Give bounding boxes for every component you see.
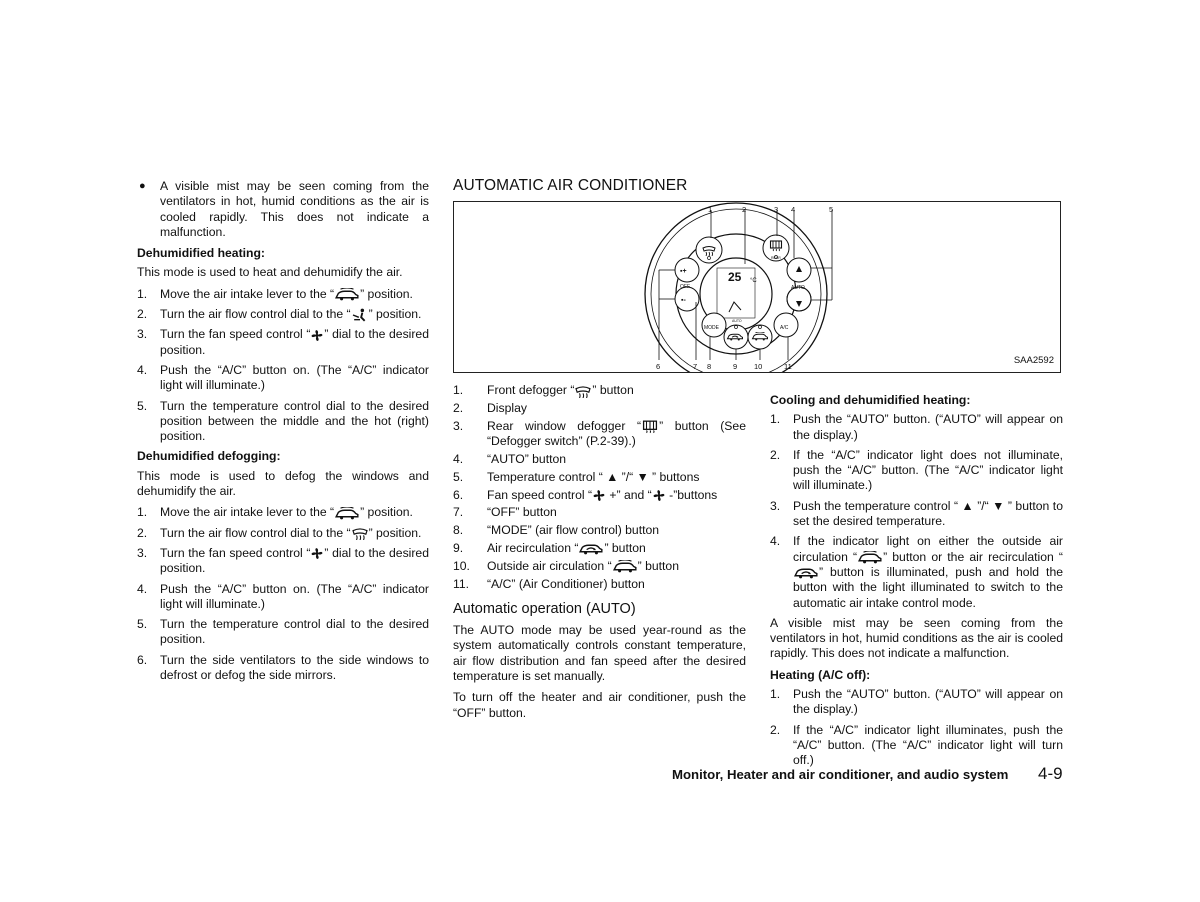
fan-icon [310,329,324,342]
list-item: 5. Turn the temperature control dial to the desired position. [137,617,429,647]
control-panel-diagram [454,202,1060,372]
left-column [137,179,429,688]
list-item: 11. “A/C” (Air Conditioner) button [453,576,645,591]
callout-2: 2 [742,205,747,215]
list-item: 1. Move the air intake lever to the “ ” position. [137,505,413,520]
list-item: 5. Turn the temperature control dial to the desired position between the middle and the hot (right) position. [137,398,429,444]
outside-air-icon [857,551,883,564]
outside-air-icon [612,560,638,573]
list-item: 3. Push the temperature control “ ▲ ”/“ ▼ ” button to set the desired temperature. [770,498,1063,529]
recirculation-icon [578,542,604,555]
display-unit: °C [750,278,757,285]
list-item: 1. Push the “AUTO” button. (“AUTO” will appear on the display.) [770,412,1063,442]
page-footer: Monitor, Heater and air conditioner, and audio system [672,767,1009,782]
list-item: 2. Display [453,401,527,416]
list-item: 2. If the “A/C” indicator light does not illuminate, push the “A/C” button. (The “A/C” indicator light will illuminate.) [770,447,1063,493]
rear-defrost-icon [641,420,659,434]
list-item: 4. Push the “A/C” button on. (The “A/C” indicator light will illuminate.) [137,362,429,393]
defrost-icon [351,526,369,540]
triangle-up-icon: ▲ [602,469,622,484]
mode-button[interactable]: MODE [704,325,719,332]
recirculation-icon [793,566,819,579]
list-item: 3. Turn the fan speed control “ ” dial to the desired position. [137,545,429,576]
list-item: 3. Turn the fan speed control “ ” dial to the desired position. [137,327,429,357]
mist-bullet [137,179,429,240]
rear-button-label: REAR [771,256,781,261]
fan-icon [652,489,666,502]
bullet-dot: ● [139,180,146,192]
list-item: 9. Air recirculation “ ” button [453,540,646,555]
list-item: 7. “OFF” button [453,505,557,520]
list-item: 4. If the indicator light on either the outside air circulation “ ” button or the air recirculation “” button is illuminated, push and hold the button with the light illuminated to switch to the automatic air intake control mode. [770,534,1063,610]
callout-10: 10 [754,362,763,372]
dehum-heating-heading: Dehumidified heating: [137,246,265,261]
list-item: 1. Front defogger “ ” button [453,383,634,398]
dehum-defog-heading: Dehumidified defogging: [137,449,281,464]
list-item: 4. Push the “A/C” button on. (The “A/C” indicator light will illuminate.) [137,581,429,611]
triangle-down-icon: ▼ [633,469,653,484]
mist-note: A visible mist may be seen coming from the ventilators in hot, humid conditions as the air is cooled rapidly. This does not indicate a malfunction. [770,615,1063,661]
auto-button[interactable]: AUTO [791,285,805,292]
callout-6: 6 [656,362,661,372]
fan-icon [310,547,324,560]
cooling-heading: Cooling and dehumidified heating: [770,393,971,407]
list-item: 1. Push the “AUTO” button. (“AUTO” will appear on the display.) [770,687,1063,717]
list-item: 1. Move the air intake lever to the “ ” position. [137,286,413,301]
list-item: 2. Turn the air flow control dial to the “ ” position. [137,525,422,540]
callout-7: 7 [693,362,698,372]
list-item: 10. Outside air circulation “ ” button [453,558,679,573]
display-auto: AUTO [732,319,742,324]
heating-heading: Heating (A/C off): [770,667,871,682]
dehum-heating-intro: This mode is used to heat and dehumidify the air. [137,265,403,280]
section-title: AUTOMATIC AIR CONDITIONER [453,177,688,194]
list-item: 8. “MODE” (air flow control) button [453,523,660,538]
mist-bullet-text: A visible mist may be seen coming from the ventilators in hot, humid conditions as the air is cooled rapidly. This does not indicate a malfunction. [160,179,429,239]
front-defrost-icon [574,384,592,398]
control-panel-figure [453,201,1061,373]
list-item: 3. Rear window defogger “ ” button (See “Defogger switch” (P.2-39).) [453,418,746,449]
list-item: 4. “AUTO” button [453,451,567,466]
legend [453,383,746,721]
figure-label: SAA2592 [1013,355,1054,366]
list-item: 2. If the “A/C” indicator light illuminates, push the “A/C” button. (The “A/C” indicator light will turn off.) [770,722,1063,768]
page-number: 4-9 [1038,764,1063,783]
callout-4: 4 [791,205,796,215]
list-item: 6. Fan speed control “ +” and “ -”buttons [453,487,718,502]
floor-airflow-icon [351,308,369,322]
list-item: 2. Turn the air flow control dial to the “ ” position. [137,307,422,322]
callout-1: 1 [708,205,713,215]
outside-air-icon [334,288,360,301]
auto-op-title: Automatic operation (AUTO) [453,600,636,617]
right-column [770,389,1063,774]
off-button[interactable]: OFF [680,284,690,291]
outside-air-icon [334,507,360,520]
list-item: 5. Temperature control “ ▲ ”/“ ▼ ” buttons [453,469,700,484]
list-item: 6. Turn the side ventilators to the side windows to defrost or defog the side mirrors. [137,652,429,683]
callout-8: 8 [707,362,712,372]
callout-11: 11 [784,362,792,372]
fan-up-button[interactable]: ▪+ [680,268,687,276]
callout-9: 9 [733,362,738,372]
callout-3: 3 [774,205,779,215]
ac-button[interactable]: A/C [780,325,789,332]
auto-op-paragraph: The AUTO mode may be used year-round as the system automatically controls constant temperature, air flow distribution and fan speed after the desired temperature is set manually. [453,623,746,684]
callout-5: 5 [829,205,834,215]
display-temp: 25 [728,270,742,285]
triangle-down-icon: ▼ [988,498,1008,513]
dehum-defog-intro: This mode is used to defog the windows and dehumidify the air. [137,468,429,499]
triangle-up-icon: ▲ [958,498,978,513]
fan-icon [592,489,606,502]
fan-down-button[interactable]: ▪- [681,297,686,305]
auto-op-off-paragraph: To turn off the heater and air conditioner, push the “OFF” button. [453,690,746,720]
